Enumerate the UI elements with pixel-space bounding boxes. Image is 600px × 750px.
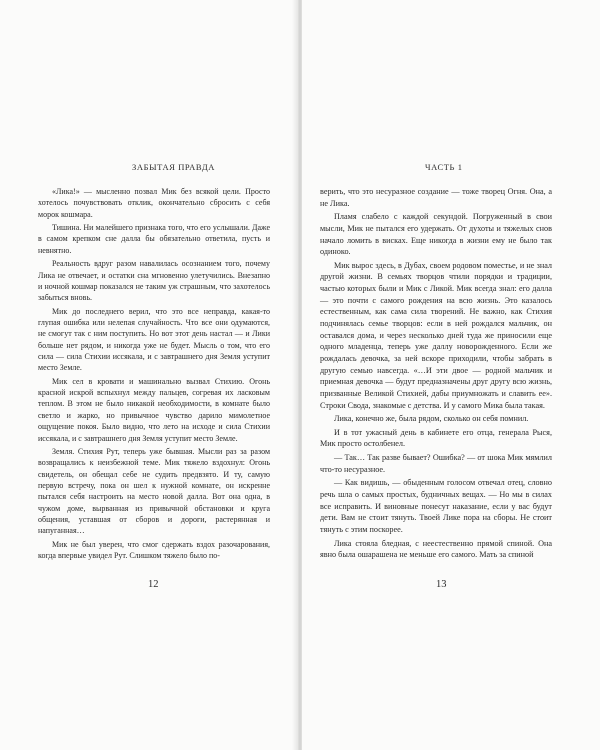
running-head-left: ЗАБЫТАЯ ПРАВДА xyxy=(132,162,215,172)
paragraph: Лика, конечно же, была рядом, сколько он себя помнил. xyxy=(334,414,529,424)
paragraph: «Лика!» — мысленно позвал Мик без всякой цели. Просто хотелось почувствовать отклик, окончательно сбросить с себя морок кошмара. xyxy=(38,187,270,219)
paragraph: Мик сел в кровати и машинально вызвал Стихию. Огонь красной искрой вспыхнул между пальцев, согревая их ласковым теплом. В этом не было никакой необходимости, в комнате было светло и жарко, но привычное чувство дарило мимолетное ощущение покоя. Было видно, что лето на исходе и сила Стихии иссякала, и с завтрашнего дня Земля уступит место Земле. xyxy=(38,376,270,443)
paragraph: И в тот ужасный день в кабинете его отца, генерала Рыся, Мик просто остолбенел. xyxy=(320,427,552,449)
running-head-right: ЧАСТЬ 1 xyxy=(425,162,463,172)
left-page xyxy=(0,0,298,750)
paragraph: — Как видишь, — обыденным голосом отвечал отец, словно речь шла о самых простых, будничных вещах. — Но мы в силах все исправить. И виновные понесут наказание, если у вас будут дети. Вам не стоит тянуть. Твоей Лике пора на сборы. Не стоит тянуть с этим поскорее. xyxy=(320,478,552,534)
paragraph: Тишина. Ни малейшего признака того, что его услышали. Даже в самом крепком сне далла бы обязательно ответила, пусть и невнятно. xyxy=(38,223,270,255)
paragraph: Земля. Стихия Рут, теперь уже бывшая. Мысли раз за разом возвращались к неизбежной теме. Мик тяжело вздохнул: Огонь свидетель, он обещал себе не судить предвзято. И ту, самую первую встречу, пока он шел к нужной комнате, он искренне пытался себя настроить на место новой далла. Вот она одна, в чужом доме, вырванная из привычной обстановки и круга общения, уставшая от сборов и дороги, растерянная и напуганная… xyxy=(38,446,270,536)
left-page-text xyxy=(38,186,270,564)
right-page-text xyxy=(320,186,552,563)
paragraph: — Так… Так разве бывает? Ошибка? — от шока Мик мямлил что-то несуразное. xyxy=(320,453,552,474)
paragraph: Реальность вдруг разом навалилась осознанием того, почему Лика не отвечает, и остатки сна мгновенно улетучились. Внезапно и ночной кошмар показался не таким уж страшным, что захотелось забыться вновь. xyxy=(38,259,270,303)
page-number-right: 13 xyxy=(436,579,447,590)
paragraph: Лика стояла бледная, с неестественно прямой спиной. Она явно была ошарашена не меньше его самого. Мать за спиной xyxy=(320,538,552,560)
page-number-left: 12 xyxy=(148,579,159,590)
right-page xyxy=(302,0,600,750)
paragraph: верить, что это несуразное создание — тоже творец Огня. Она, а не Лика. xyxy=(320,187,552,208)
paragraph: Мик вырос здесь, в Дубах, своем родовом поместье, и не знал другой жизни. В семьях творцов чтили порядки и традиции, частью которых были и Мик с Ликой. Мик всегда знал: его далла — это почти с самого рождения на всю жизнь. Это казалось естественным, как сама сила творений. Не важно, как Стихия подчинялась семье творцов: если в ней рождался мальчик, он оставался дома, и через несколько дней туда же приносили еще одного младенца, теперь уже даллу новорожденного. Если же рождалась девочка, за ней вскоре приходили, чтобы забрать в другую семью навсегда. «…И эти двое — родной мальчик и приемная девочка — будут предназначены друг другу всю жизнь, призванные Великой Стихией, дабы приумножать и славить ее». Строки Свода, знакомые с детства. И у самого Мика была такая. xyxy=(320,260,552,410)
paragraph: Пламя слабело с каждой секундой. Погруженный в свои мысли, Мик не пытался его удержать. От духоты и тяжелых снов начало ломить в висках. Еще никогда в жизни ему не было так одиноко. xyxy=(320,212,552,257)
paragraph: Мик не был уверен, что смог сдержать вздох разочарования, когда впервые увидел Рут. Слишком тяжело было по- xyxy=(38,539,270,561)
paragraph: Мик до последнего верил, что это все неправда, какая-то глупая ошибка или нелепая случайность. Что все они одумаются, не смогут так с ним поступить. Но вот этот день настал — и Лики больше нет рядом, и никогда уже не будет. Мысль о том, что его сила — сила Стихии иссякала, и с завтрашнего дня Земля уступит место Земле. xyxy=(38,306,270,373)
